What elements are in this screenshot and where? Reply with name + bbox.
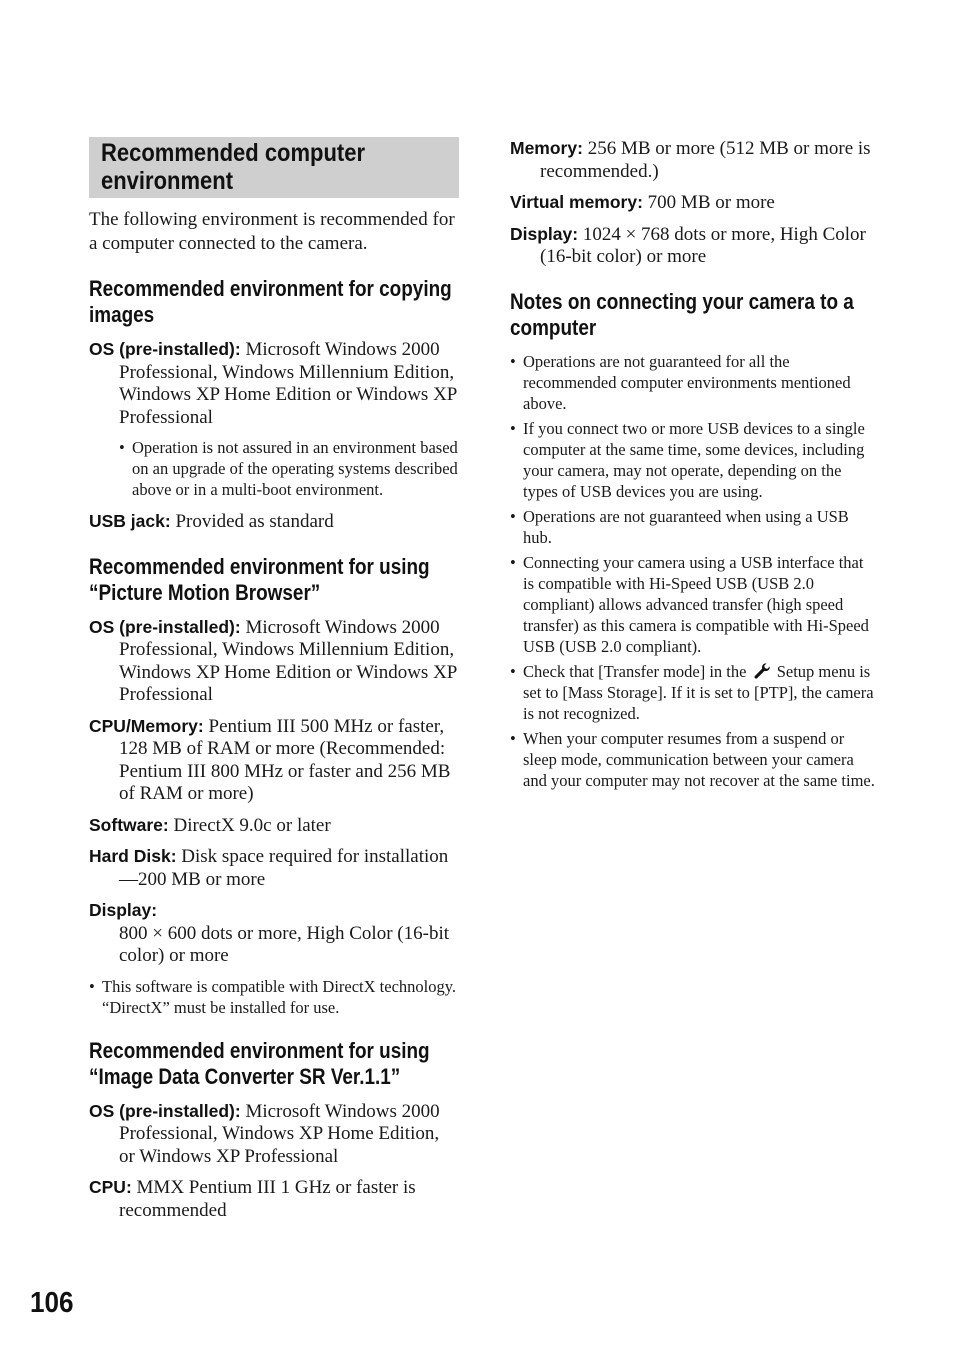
connection-note: • If you connect two or more USB devices to a single computer at the same time, some devices, including your camera, may not operate, depending on the types of USB devices you are using. bbox=[510, 418, 878, 502]
pmb-cpu-value: Pentium III 500 MHz or faster, 128 MB of RAM or more (Recommended: Pentium III 800 MHz or faster and 256 MB of RAM or more) bbox=[119, 715, 451, 804]
idc-display-value: 1024 × 768 dots or more, High Color (16-bit color) or more bbox=[540, 223, 866, 267]
pmb-os-value: Microsoft Windows 2000 Professional, Windows Millennium Edition, Windows XP Home Edition or Windows XP Professional bbox=[119, 616, 457, 705]
copy-os-entry bbox=[89, 338, 459, 429]
setup-note-pre: Check that [Transfer mode] in the bbox=[523, 661, 751, 681]
copy-usb-entry bbox=[89, 510, 459, 534]
copy-usb-value: Provided as standard bbox=[170, 511, 334, 532]
idc-display-term: Display: bbox=[510, 223, 579, 244]
pmb-software-entry bbox=[89, 814, 459, 838]
connection-note: • Operations are not guaranteed when using a USB hub. bbox=[510, 506, 878, 548]
connection-note: • When your computer resumes from a suspend or sleep mode, communication between your camera and your computer may not recover at the same time. bbox=[510, 728, 878, 791]
idc-vmem-value: 700 MB or more bbox=[642, 192, 775, 213]
idc-vmem-entry bbox=[510, 191, 878, 215]
left-column bbox=[89, 137, 459, 1230]
idc-cpu-value: MMX Pentium III 1 GHz or faster is recommended bbox=[119, 1177, 416, 1221]
idc-os-value: Microsoft Windows 2000 Professional, Windows XP Home Edition, or Windows XP Professional bbox=[119, 1100, 440, 1167]
idc-vmem-term: Virtual memory: bbox=[510, 192, 643, 212]
pmb-notes bbox=[89, 976, 459, 1018]
copy-os-note: • Operation is not assured in an environment based on an upgrade of the operating systems described above or in a multi-boot environment. bbox=[119, 437, 459, 500]
copy-os-term: OS (pre-installed): bbox=[89, 339, 241, 359]
pmb-os-term: OS (pre-installed): bbox=[89, 616, 241, 637]
pmb-cpu-term: CPU/Memory: bbox=[89, 715, 204, 736]
pmb-disk-term: Hard Disk: bbox=[89, 846, 177, 866]
page-title: Recommended computer environment bbox=[101, 139, 366, 195]
idc-memory-value: 256 MB or more (512 MB or more is recommended.) bbox=[540, 138, 871, 182]
connection-note-setup bbox=[510, 661, 878, 724]
intro-paragraph: The following environment is recommended for a computer connected to the camera. bbox=[89, 209, 455, 254]
idc-cpu-entry bbox=[89, 1176, 459, 1222]
notes-section-title: Notes on connecting your camera to a computer bbox=[510, 288, 854, 340]
wrench-icon bbox=[753, 662, 771, 680]
pmb-disk-entry bbox=[89, 845, 459, 891]
pmb-cpu-entry bbox=[89, 715, 459, 806]
pmb-note: • This software is compatible with DirectX technology. “DirectX” must be installed for use. bbox=[89, 976, 459, 1018]
idc-os-term: OS (pre-installed): bbox=[89, 1100, 241, 1121]
pmb-display-value: 800 × 600 dots or more, High Color (16-bit color) or more bbox=[119, 922, 449, 966]
connection-notes bbox=[510, 351, 878, 791]
copy-os-notes bbox=[89, 437, 459, 500]
pmb-section-title: Recommended environment for using “Picture Motion Browser” bbox=[89, 553, 430, 605]
pmb-disk-value: Disk space required for installation—200 MB or more bbox=[119, 846, 449, 890]
copy-usb-term: USB jack: bbox=[89, 511, 171, 531]
copy-section-title: Recommended environment for copying images bbox=[89, 276, 452, 327]
setup-note-post: Setup menu is set to [Mass Storage]. If it is set to [PTP], the camera is not recognized. bbox=[523, 661, 874, 723]
idc-memory-term: Memory: bbox=[510, 138, 583, 158]
idc-cpu-term: CPU: bbox=[89, 1177, 132, 1197]
pmb-os-entry bbox=[89, 616, 459, 707]
pmb-display-entry bbox=[89, 899, 459, 968]
pmb-software-value: DirectX 9.0c or later bbox=[168, 814, 331, 836]
idc-section-title: Recommended environment for using “Image Data Converter SR Ver.1.1” bbox=[89, 1037, 430, 1089]
pmb-software-term: Software: bbox=[89, 814, 169, 835]
pmb-display-term: Display: bbox=[89, 900, 158, 920]
idc-display-entry bbox=[510, 223, 878, 269]
page-number: 106 bbox=[30, 1287, 74, 1319]
section-banner bbox=[89, 137, 459, 198]
right-column bbox=[510, 137, 878, 801]
connection-note: • Operations are not guaranteed for all the recommended computer environments mentioned above. bbox=[510, 351, 878, 414]
copy-os-value: Microsoft Windows 2000 Professional, Windows Millennium Edition, Windows XP Home Edition or Windows XP Professional bbox=[119, 339, 457, 428]
idc-os-entry bbox=[89, 1100, 459, 1169]
idc-memory-entry bbox=[510, 137, 878, 183]
connection-note: • Connecting your camera using a USB interface that is compatible with Hi-Speed USB (USB 2.0 compliant) allows advanced transfer (high speed transfer) as this camera is compatible with Hi-Speed USB (USB 2.0 compliant). bbox=[510, 552, 878, 657]
